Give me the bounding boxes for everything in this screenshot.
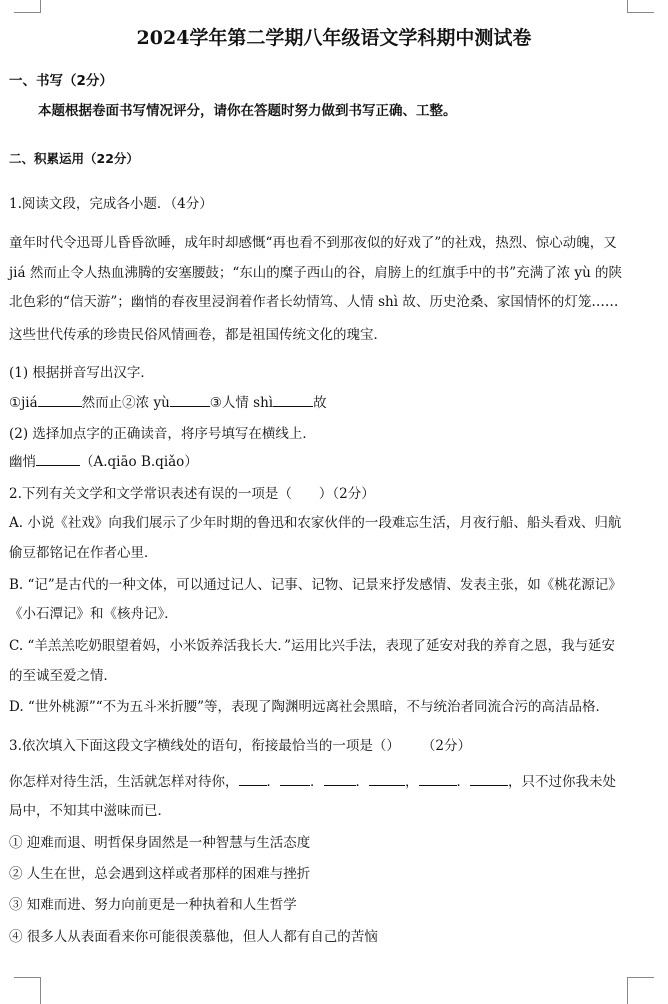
q3-passage-line-2: 局中，不知其中滋味而已．: [9, 803, 171, 819]
section1-instruction: 本题根据卷面书写情况评分，请你在答题时努力做到书写正确、工整。: [38, 103, 457, 119]
q2-option-a-line-1: A. 小说《社戏》向我们展示了少年时期的鲁迅和农家伙伴的一段难忘生活，月夜行船、船头看戏、归航: [9, 515, 622, 531]
q1-sub1-stem: (1) 根据拼音写出汉字．: [9, 365, 154, 381]
sub2-options: （A.qiāo B.qiǎo）: [80, 454, 198, 470]
q3-points: （2分）: [421, 738, 471, 754]
q1-sub2-stem: (2) 选择加点字的正确读音，将序号填写在横线上．: [9, 426, 316, 442]
q2-stem: 2.下列有关文学和文学常识表述有误的一项是（ ）（2分）: [9, 486, 375, 502]
q3-option-3: ③ 知难而进、努力向前更是一种执着和人生哲学: [9, 897, 297, 913]
section2-heading: 二、积累运用（22分）: [9, 151, 139, 166]
q1-passage-line-2: jiá 然而止令人热血沸腾的安塞腰鼓；“东山的糜子西山的谷，肩膀上的红旗手中的书”充满了浓 yù 的陕: [9, 265, 623, 281]
answer-blank-c[interactable]: [273, 392, 313, 407]
sub1-a-label: ①jiá: [9, 395, 38, 411]
answer-blank-a[interactable]: [38, 392, 82, 407]
q1-sub2-answer: [9, 451, 650, 472]
fill-blank-1[interactable]: [239, 771, 267, 786]
q3-option-4: ④ 很多人从表面看来你可能很羡慕他，但人人都有自己的苦恼: [9, 929, 378, 945]
q3-stem-line: [9, 736, 650, 756]
sub1-c-after: 故: [313, 395, 327, 411]
page-title: 2024学年第二学期八年级语文学科期中测试卷: [136, 27, 532, 49]
q3-passage-start: 你怎样对待生活，生活就怎样对待你，: [9, 774, 239, 790]
q3-stem: 3.依次填入下面这段文字横线处的语句，衔接最恰当的一项是（）: [9, 738, 400, 754]
q2-option-d: D. “世外桃源”“不为五斗米折腰”等，表现了陶渊明远离社会黑暗，不与统治者同流合污的高洁品格．: [9, 699, 610, 715]
q2-option-b-line-2: 《小石潭记》和《核舟记》．: [9, 606, 178, 622]
crop-mark-bottom-right: [627, 977, 654, 1004]
fill-blank-6[interactable]: [470, 771, 508, 786]
sub1-c-label: ③人情 shì: [209, 395, 274, 411]
q2-option-a-line-2: 偷豆都铭记在作者心里．: [9, 545, 158, 561]
q2-option-b-line-1: B. “记”是古代的一种文体，可以通过记人、记事、记物、记景来抒发感情、发表主张，如《桃花源记》: [9, 577, 622, 593]
fill-blank-5[interactable]: [419, 771, 457, 786]
q2-option-c-line-2: 的至诚至爱之情．: [9, 668, 117, 684]
q3-option-1: ① 迎难而退、明哲保身固然是一种智慧与生活态度: [9, 835, 311, 851]
q2-option-c-line-1: C. “羊羔羔吃奶眼望着妈，小米饭养活我长大．”运用比兴手法，表现了延安对我的养育之恩，我与延安: [9, 638, 615, 654]
sub1-a-after: 然而止: [81, 395, 123, 411]
sub1-b-label: ②浓 yù: [122, 395, 170, 411]
q3-passage-line-1: 你怎样对待生活，生活就怎样对待你， ． ． ． ， ． ，只不过你我未处: [9, 771, 650, 792]
q1-sub1-blanks: [9, 392, 650, 413]
section1-heading: 一、书写（2分）: [9, 73, 113, 89]
fill-blank-3[interactable]: [324, 771, 356, 786]
q1-passage-line-3: 北色彩的“信天游”；幽悄的春夜里浸润着作者长幼情笃、人情 shì 故、历史沧桑、家国情怀的灯笼……: [9, 294, 619, 310]
answer-blank-pronunciation[interactable]: [36, 451, 80, 466]
crop-mark-top-right: [627, 0, 654, 13]
crop-mark-top-left: [14, 0, 41, 13]
q1-passage-line-4: 这些世代传承的珍贵民俗风情画卷，都是祖国传统文化的瑰宝．: [9, 327, 387, 343]
answer-blank-b[interactable]: [170, 392, 210, 407]
crop-mark-bottom-left: [14, 977, 41, 1004]
fill-blank-4[interactable]: [369, 771, 405, 786]
q1-stem: 1.阅读文段，完成各小题．（4分）: [9, 196, 213, 212]
q1-passage-line-1: 童年时代令迅哥儿昏昏欲睡，成年时却感慨“再也看不到那夜似的好戏了”的社戏，热烈、惊心动魄，又: [9, 235, 617, 251]
q3-option-2: ② 人生在世，总会遇到这样或者那样的困难与挫折: [9, 866, 311, 882]
sub2-word: 幽悄: [9, 454, 36, 470]
q3-passage-end: ，只不过你我未处: [508, 774, 616, 790]
fill-blank-2[interactable]: [280, 771, 310, 786]
